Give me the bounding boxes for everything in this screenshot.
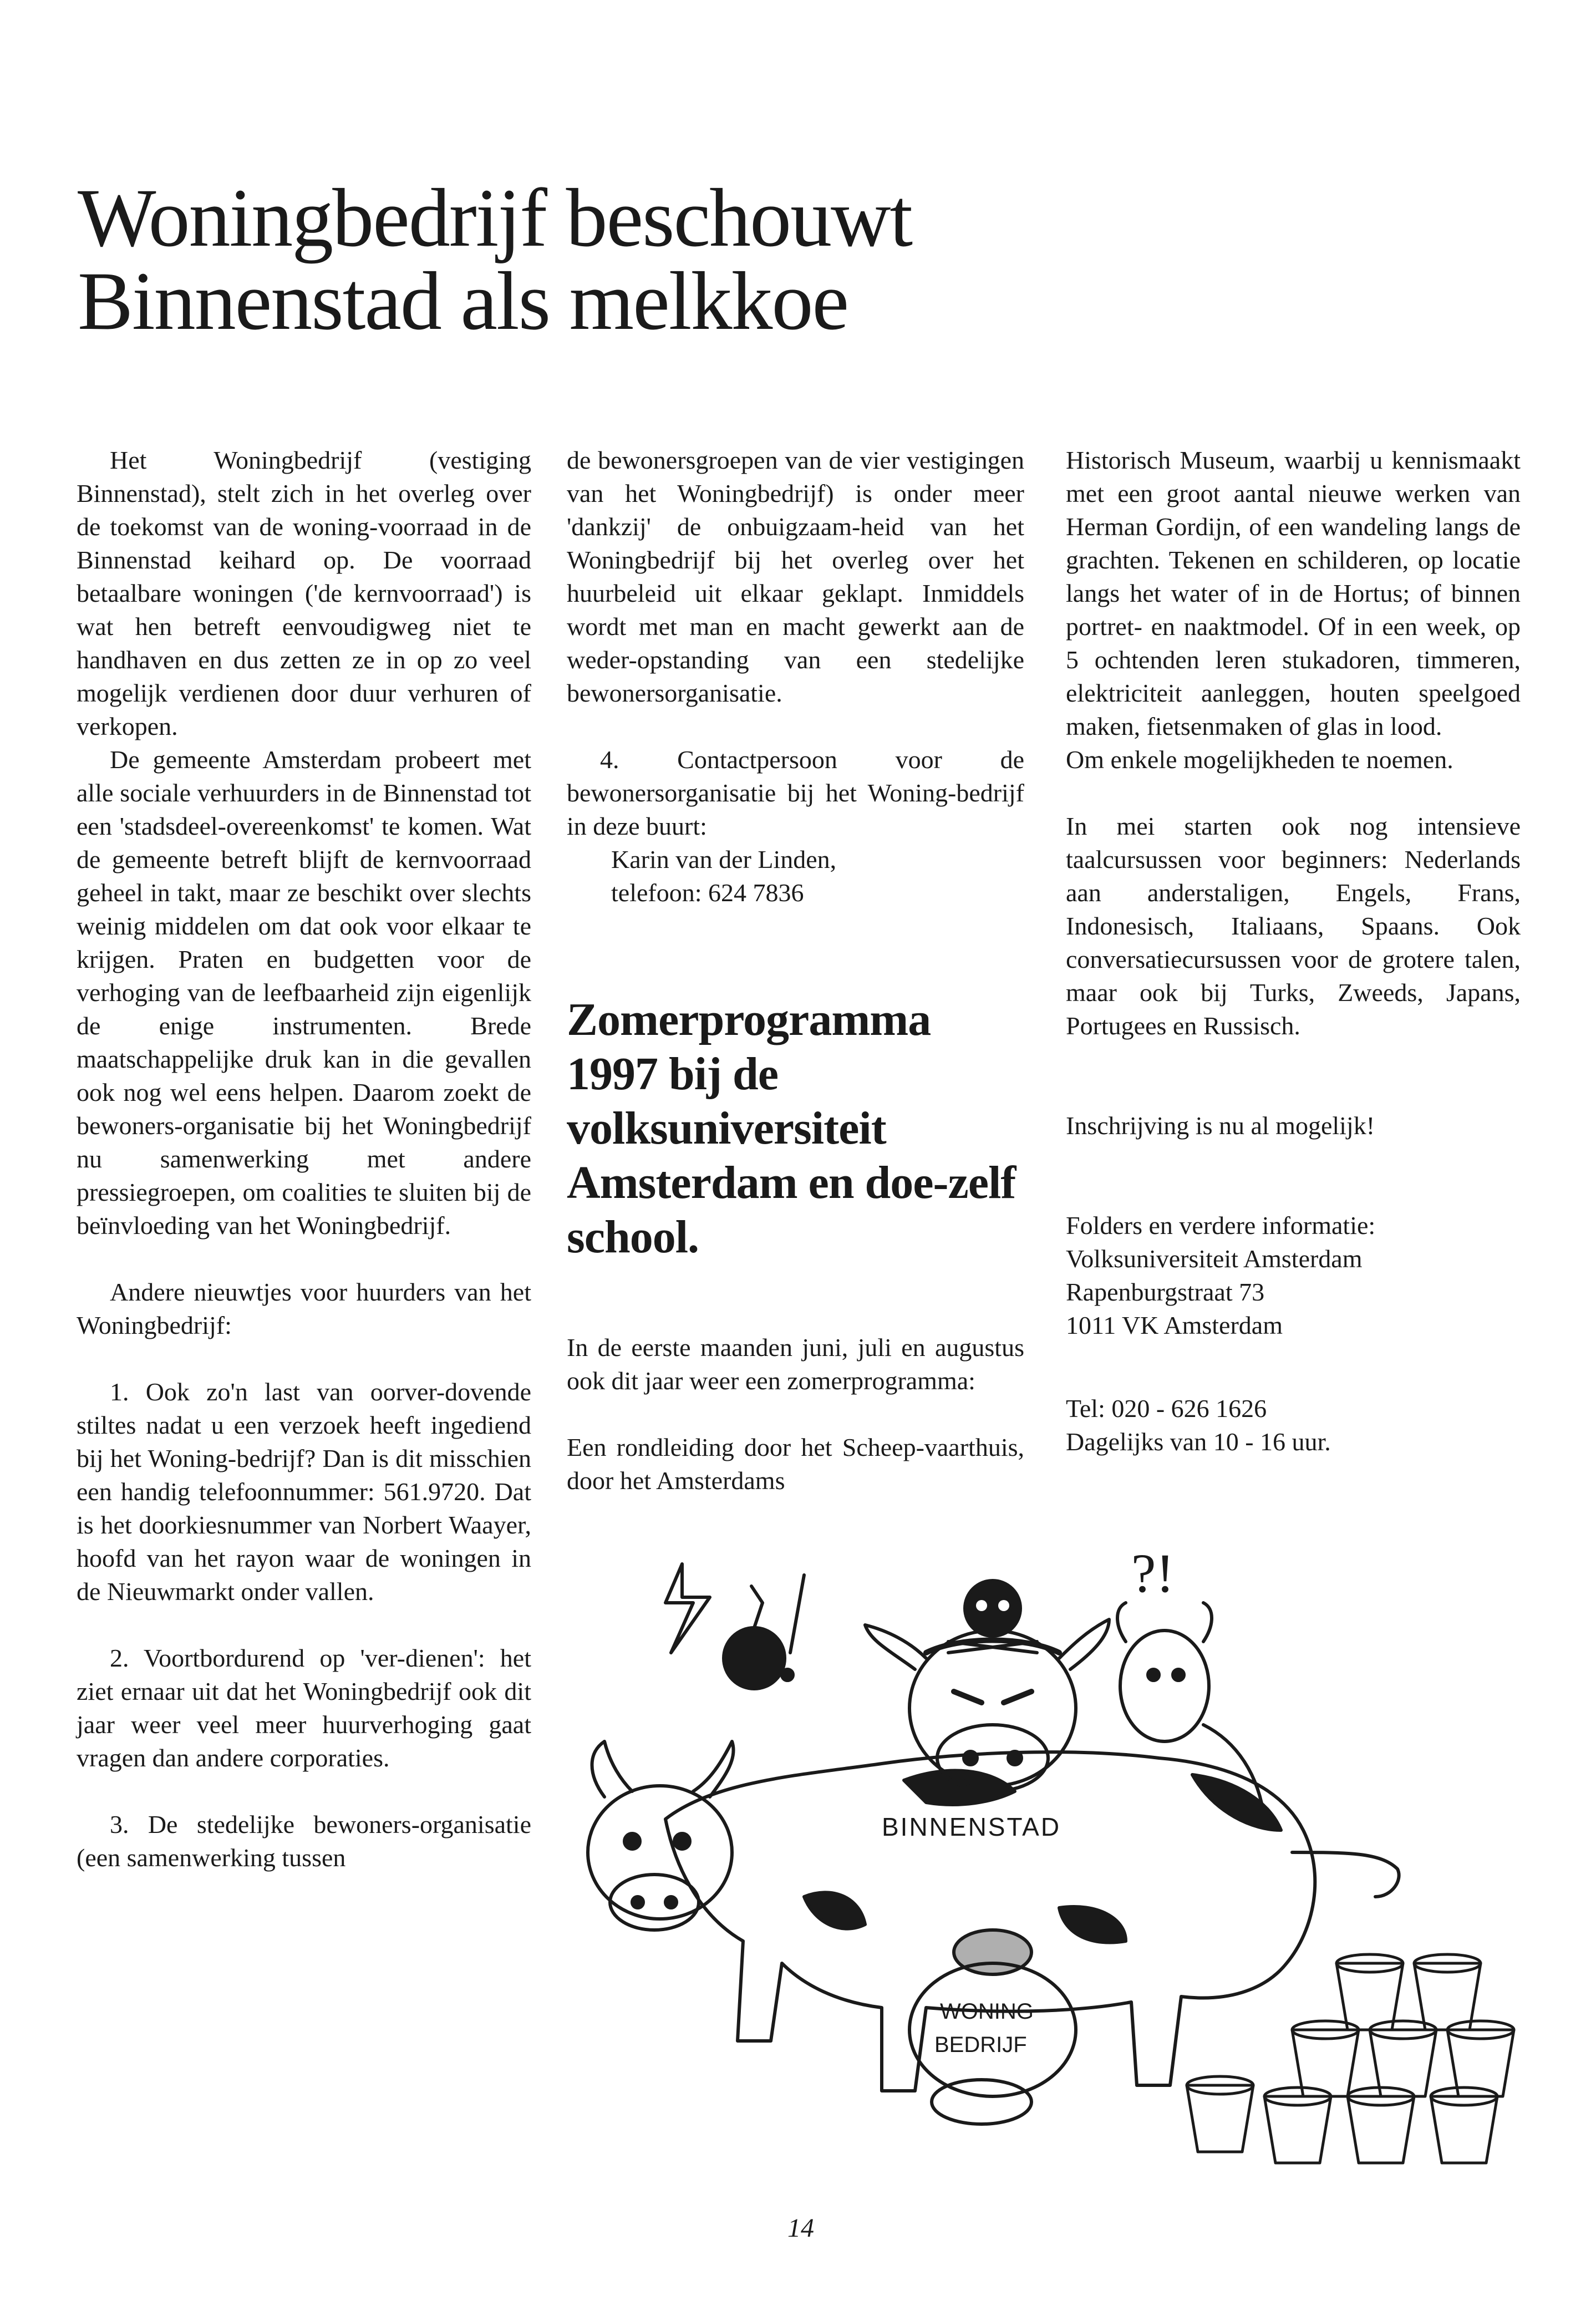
cow-tail <box>1292 1852 1399 1897</box>
cow-cartoon-illustration <box>571 1542 1536 2196</box>
cow-patch <box>1059 1907 1126 1942</box>
cow-patch <box>904 1771 1015 1805</box>
paragraph: In mei starten ook nog intensieve taalcursussen voor beginners: Nederlands aan anderstaligen, Engels, Frans, Indonesisch, Italiaans, Spaans. Ook conversatiecursussen voor de grotere talen, maar ook bij Turks, Zweeds, Japans, Portugees en Russisch. <box>1066 812 1521 1040</box>
telephone: Tel: 020 - 626 1626 <box>1066 1394 1267 1423</box>
horn-icon <box>865 1625 926 1669</box>
page-number: 14 <box>787 2213 814 2243</box>
cow-head-right <box>1120 1631 1209 1741</box>
title-line-2: Binnenstad als melkkoe <box>78 255 848 347</box>
exclamation-question-icon: ?! <box>1131 1542 1175 1604</box>
lightning-icon <box>665 1564 710 1653</box>
milk-buckets <box>1187 1954 1514 2163</box>
horn-icon <box>1059 1619 1109 1669</box>
cow-label-binnenstad: BINNENSTAD <box>882 1812 1061 1841</box>
paragraph: In de eerste maanden juni, juli en augustus ook dit jaar weer een zomerprogramma: <box>567 1333 1024 1395</box>
paragraph: Het Woningbedrijf (vestiging Binnenstad), stelt zich in het overleg over de toekomst van de woning-voorraad in de Binnenstad keihard op. De voorraad betaalbare woningen ('de kernvoorraad') is wat hen betreft eenvoudigweg niet te handhaven en dus zetten ze in op zo veel mogelijk verdienen door duur verhuren of verkopen. <box>77 446 531 740</box>
list-item: 3. De stedelijke bewoners-organisatie (een samenwerking tussen <box>77 1810 531 1872</box>
article-title <box>78 172 912 347</box>
contact-name: Karin van der Linden, <box>611 845 837 873</box>
column-2 <box>567 444 1024 1497</box>
paragraph: Om enkele mogelijkheden te noemen. <box>1066 745 1453 774</box>
list-item: 2. Voortbordurend op 'ver-dienen': het ziet ernaar uit dat het Woningbedrijf ook dit jaar weer veel meer huurverhoging gaat vragen dan andere corporaties. <box>77 1644 531 1772</box>
list-item: 1. Ook zo'n last van oorver-dovende stiltes nadat u een verzoek heeft ingediend bij het Woning-bedrijf? Dan is dit misschien een handig telefoonnummer: 561.9720. Dat is het doorkiesnummer van Norbert Waayer, hoofd van het rayon waar de woningen in de Nieuwmarkt onder vallen. <box>77 1378 531 1606</box>
cow-patch <box>1192 1775 1281 1830</box>
paragraph: Een rondleiding door het Scheep-vaarthuis, door het Amsterdams <box>567 1433 1024 1495</box>
cow-patch <box>804 1892 865 1928</box>
cow-snout <box>610 1875 699 1930</box>
city-address: 1011 VK Amsterdam <box>1066 1311 1283 1339</box>
milker-figure <box>909 1963 1076 2096</box>
column-1 <box>77 444 531 1875</box>
title-line-1: Woningbedrijf beschouwt <box>78 172 912 264</box>
paragraph: Andere nieuwtjes voor huurders van het Woningbedrijf: <box>77 1278 531 1339</box>
section-heading: Zomerprogramma 1997 bij de volksuniversiteit Amsterdam en doe-zelf school. <box>567 994 1016 1263</box>
exclamation-icon <box>790 1575 804 1653</box>
column-3 <box>1066 444 1521 1459</box>
info-heading: Folders en verdere informatie: <box>1066 1211 1376 1240</box>
opening-hours: Dagelijks van 10 - 16 uur. <box>1066 1428 1331 1456</box>
cow-head-center <box>909 1631 1076 1786</box>
paragraph: Historisch Museum, waarbij u kennismaakt met een groot aantal nieuwe werken van Herman Gordijn, of een wandeling langs de grachten. Tekenen en schilderen, op locatie langs het water of in de Hortus; of binnen portret- en naaktmodel. Of in een week, op 5 ochtenden leren stukadoren, timmeren, elektriciteit aanleggen, houten speelgoed maken, fietsenmaken of glas in lood. <box>1066 446 1521 740</box>
milker-label-bedrijf: BEDRIJF <box>934 2033 1027 2057</box>
organization-name: Volksuniversiteit Amsterdam <box>1066 1245 1363 1273</box>
paragraph: de bewonersgroepen van de vier vestigingen van het Woningbedrijf) is onder meer 'dankzij' de onbuigzaam-heid van het Woningbedrijf bij het overleg over het huurbeleid uit elkaar geklapt. Inmiddels wordt met man en macht gewerkt aan de weder-opstanding van een stedelijke bewonersorganisatie. <box>567 446 1024 707</box>
paragraph: De gemeente Amsterdam probeert met alle sociale verhuurders in de Binnenstad tot een 'stadsdeel-overeenkomst' te komen. Wat de gemeente betreft blijft de kernvoorraad geheel in takt, maar ze beschikt over slechts weinig middelen om dat ook voor elkaar te krijgen. Praten en budgetten voor de verhoging van de leefbaarheid zijn eigenlijk de enige instrumenten. Brede maatschappelijke druk kan in die gevallen ook nog wel eens helpen. Daarom zoekt de bewoners-organisatie bij het Woningbedrijf nu samenwerking met andere pressiegroepen, om coalities te sluiten bij de beïnvloeding van het Woningbedrijf. <box>77 745 531 1240</box>
paragraph: Inschrijving is nu al mogelijk! <box>1066 1111 1375 1140</box>
milker-label-woning: WONING <box>940 1999 1034 2024</box>
skull-icon <box>965 1581 1020 1636</box>
list-item: 4. Contactpersoon voor de bewonersorganisatie bij het Woning-bedrijf in deze buurt: <box>567 745 1024 840</box>
street-address: Rapenburgstraat 73 <box>1066 1278 1265 1306</box>
bomb-icon <box>724 1628 785 1689</box>
contact-phone: telefoon: 624 7836 <box>611 878 804 907</box>
horn-icon <box>592 1741 633 1797</box>
